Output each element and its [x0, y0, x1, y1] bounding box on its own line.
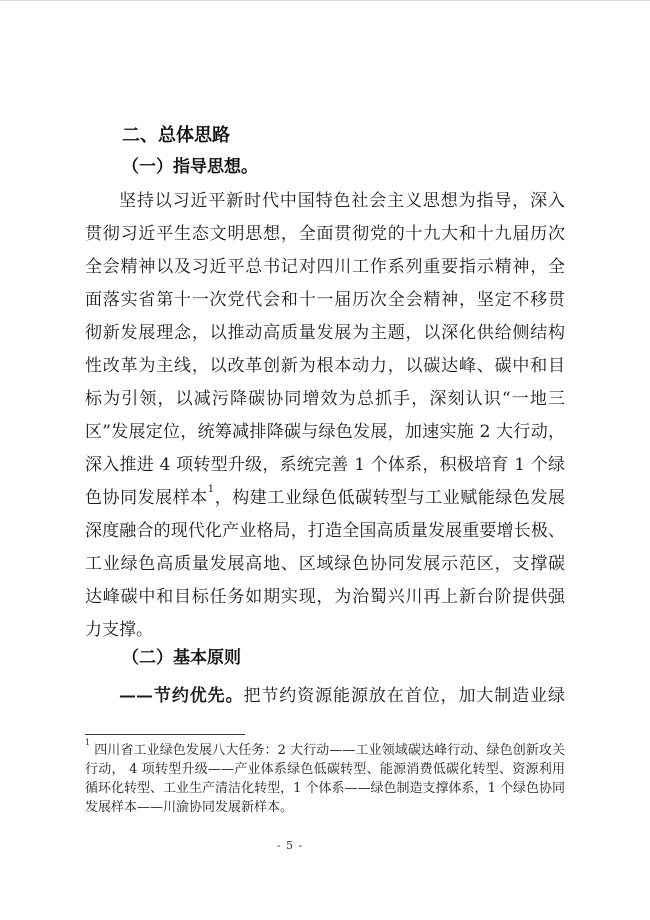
- footnote-line: 循环化转型、工业生产清洁化转型，1 个体系——绿色制造支撑体系，1 个绿色协同: [85, 781, 565, 796]
- body-line: 深度融合的现代化产业格局，打造全国高质量发展重要增长极、: [85, 521, 565, 541]
- basic-principles-paragraph: [85, 680, 565, 713]
- body-line: 全会精神以及习近平总书记对四川工作系列重要指示精神，全: [85, 257, 565, 277]
- subsection-heading-guiding-ideology: （一）指导思想。: [122, 157, 258, 177]
- body-text: 色协同发展样本: [85, 488, 208, 508]
- body-line: 彻新发展理念，以推动高质量发展为主题，以深化供给侧结构: [85, 323, 565, 343]
- footnote-reference-marker: 1: [207, 483, 215, 495]
- subsection-heading-basic-principles: （二）基本原则: [122, 648, 241, 668]
- body-text: 把节约资源能源放在首位，加大制造业绿: [243, 686, 566, 706]
- body-text: ，构建工业绿色低碳转型与工业赋能绿色发展: [214, 488, 566, 508]
- principle-title: ——节约优先。: [119, 686, 244, 706]
- footnote-number: 1: [85, 737, 91, 747]
- body-line: 性改革为主线，以改革创新为根本动力，以碳达峰、碳中和目: [85, 356, 565, 376]
- body-line: 贯彻习近平生态文明思想，全面贯彻党的十九大和十九届历次: [85, 224, 565, 244]
- principles-line: [85, 680, 565, 713]
- body-line: 工业绿色高质量发展高地、区域绿色协同发展示范区，支撑碳: [85, 554, 565, 574]
- body-line: 区”发展定位，统筹减排降碳与绿色发展，加速实施 2 大行动，: [85, 422, 565, 442]
- footnote-line: [85, 737, 565, 760]
- body-line: 深入推进 4 项转型升级，系统完善 1 个体系，积极培育 1 个绿: [85, 455, 565, 475]
- footnote-line: 发展样本——川渝协同发展新样本。: [85, 800, 294, 815]
- body-line: 力支撑。: [85, 620, 153, 640]
- body-line: 坚持以习近平新时代中国特色社会主义思想为指导，深入: [119, 191, 565, 211]
- body-line: 达峰碳中和目标任务如期实现，为治蜀兴川再上新台阶提供强: [85, 587, 565, 607]
- footnote-text: 四川省工业绿色发展八大任务：2 大行动——工业领域碳达峰行动、绿色创新攻关: [94, 743, 565, 758]
- section-heading: 二、总体思路: [122, 125, 230, 146]
- footnote-line: 行动， 4 项转型升级——产业体系绿色低碳转型、能源消费低碳化转型、资源利用: [85, 762, 565, 777]
- page-number: - 5 -: [276, 839, 304, 852]
- body-line: 面落实省第十一次党代会和十一届历次全会精神，坚定不移贯: [85, 290, 565, 310]
- footnote-separator-line: [85, 734, 245, 735]
- body-line-with-footnote-ref: [85, 482, 565, 515]
- footnote-block: [85, 737, 565, 817]
- guiding-ideology-paragraph: [85, 185, 565, 647]
- body-line: 标为引领，以减污降碳协同增效为总抓手，深刻认识“一地三: [85, 389, 565, 409]
